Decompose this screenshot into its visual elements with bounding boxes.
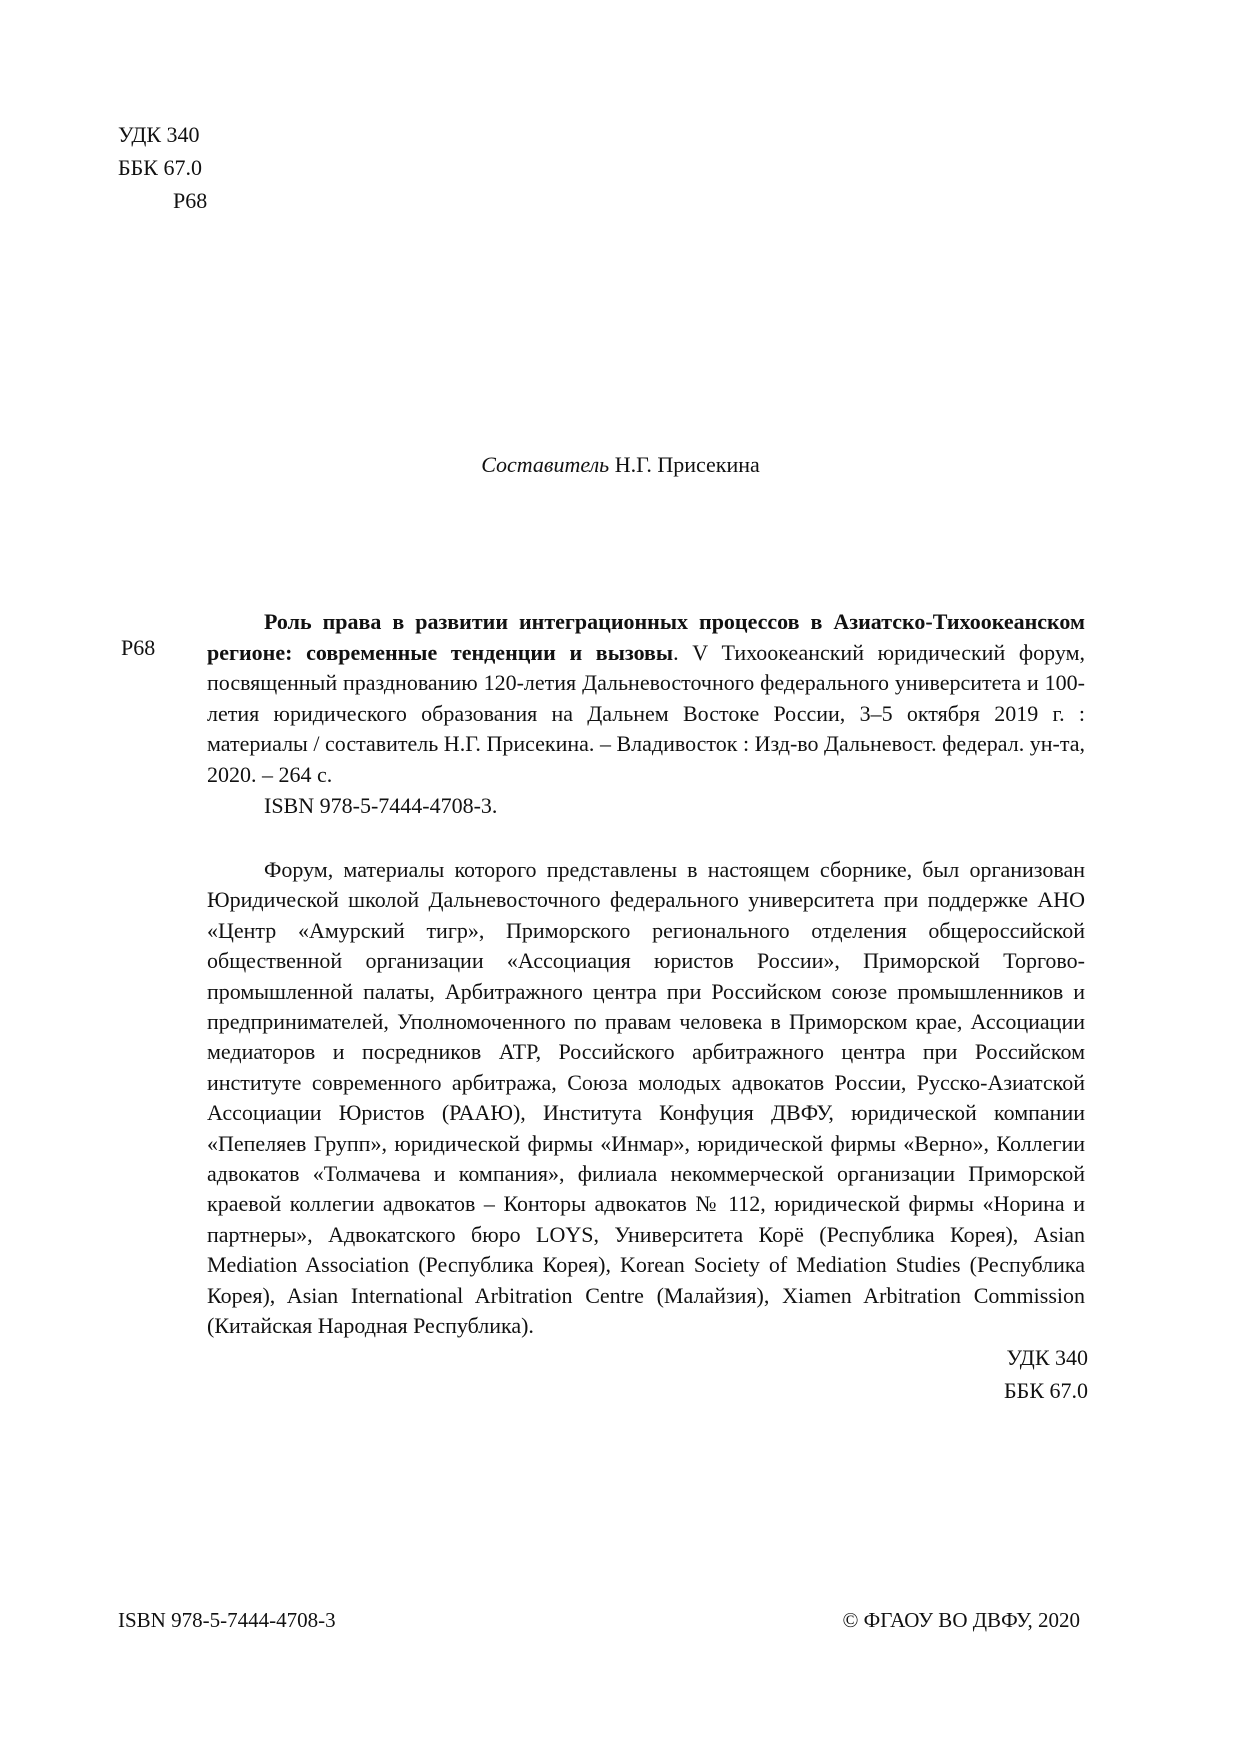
annotation xyxy=(207,855,1085,1342)
description-isbn: ISBN 978-5-7444-4708-3. xyxy=(264,793,498,818)
classification-block-top xyxy=(118,118,207,217)
footer-isbn: ISBN 978-5-7444-4708-3 xyxy=(118,1608,336,1632)
udk-code-bottom: УДК 340 xyxy=(1006,1345,1088,1370)
bbk-code-bottom: ББК 67.0 xyxy=(1004,1378,1088,1403)
classification-block-bottom xyxy=(1004,1341,1088,1407)
annotation-text: Форум, материалы которого представлены в настоящем сборнике, был организован Юридической школой Дальневосточного федерального университета при поддержке АНО «Центр «Амурский тигр», Приморского регионального отделения общероссийской общественной организации «Ассоциация юристов России», Приморской Торгово-промышленной палаты, Арбитражного центра при Российском союзе промышленников и предпринимателей, Уполномоченного по правам человека в Приморском крае, Ассоциации медиаторов и посредников АТР, Российского арбитражного центра при Российском институте современного арбитража, Союза молодых адвокатов России, Русско-Азиатской Ассоциации Юристов (РААЮ), Института Конфуция ДВФУ, юридической компании «Пепеляев Групп», юридической фирмы «Инмар», юридической фирмы «Верно», Коллегии адвокатов «Толмачева и компания», филиала некоммерческой организации Приморской краевой коллегии адвокатов – Конторы адвокатов № 112, юридической фирмы «Норина и партнеры», Адвокатского бюро LOYS, Университета Корё (Республика Корея), Asian Mediation Association (Республика Корея), Korean Society of Mediation Studies (Республика Корея), Asian International Arbitration Centre (Малайзия), Xiamen Arbitration Commission (Китайская Народная Республика). xyxy=(207,857,1085,1339)
book-title: Роль права в развитии интеграционных процессов в Азиатско-Тихоокеанском регионе: современные тенденции и вызовы xyxy=(207,609,1085,665)
compiler-name: Н.Г. Присекина xyxy=(614,452,760,477)
footer-copyright: © ФГАОУ ВО ДВФУ, 2020 xyxy=(842,1608,1080,1632)
author-mark: Р68 xyxy=(173,188,208,213)
bibliographic-description xyxy=(207,607,1085,791)
index-mark: Р68 xyxy=(121,635,156,660)
compiler-line xyxy=(0,452,1241,478)
compiler-role: Составитель xyxy=(481,452,610,477)
bbk-code: ББК 67.0 xyxy=(118,155,202,180)
bibliographic-details: . V Тихоокеанский юридический форум, посвященный празднованию 120-летия Дальневосточного федерального университета и 100-летия юридического образования на Дальнем Востоке России, 3–5 октября 2019 г. : материалы / составитель Н.Г. Присекина. – Владивосток : Изд-во Дальневост. федерал. ун-та, 2020. – 264 с. xyxy=(207,639,1085,787)
udk-code: УДК 340 xyxy=(118,122,200,147)
